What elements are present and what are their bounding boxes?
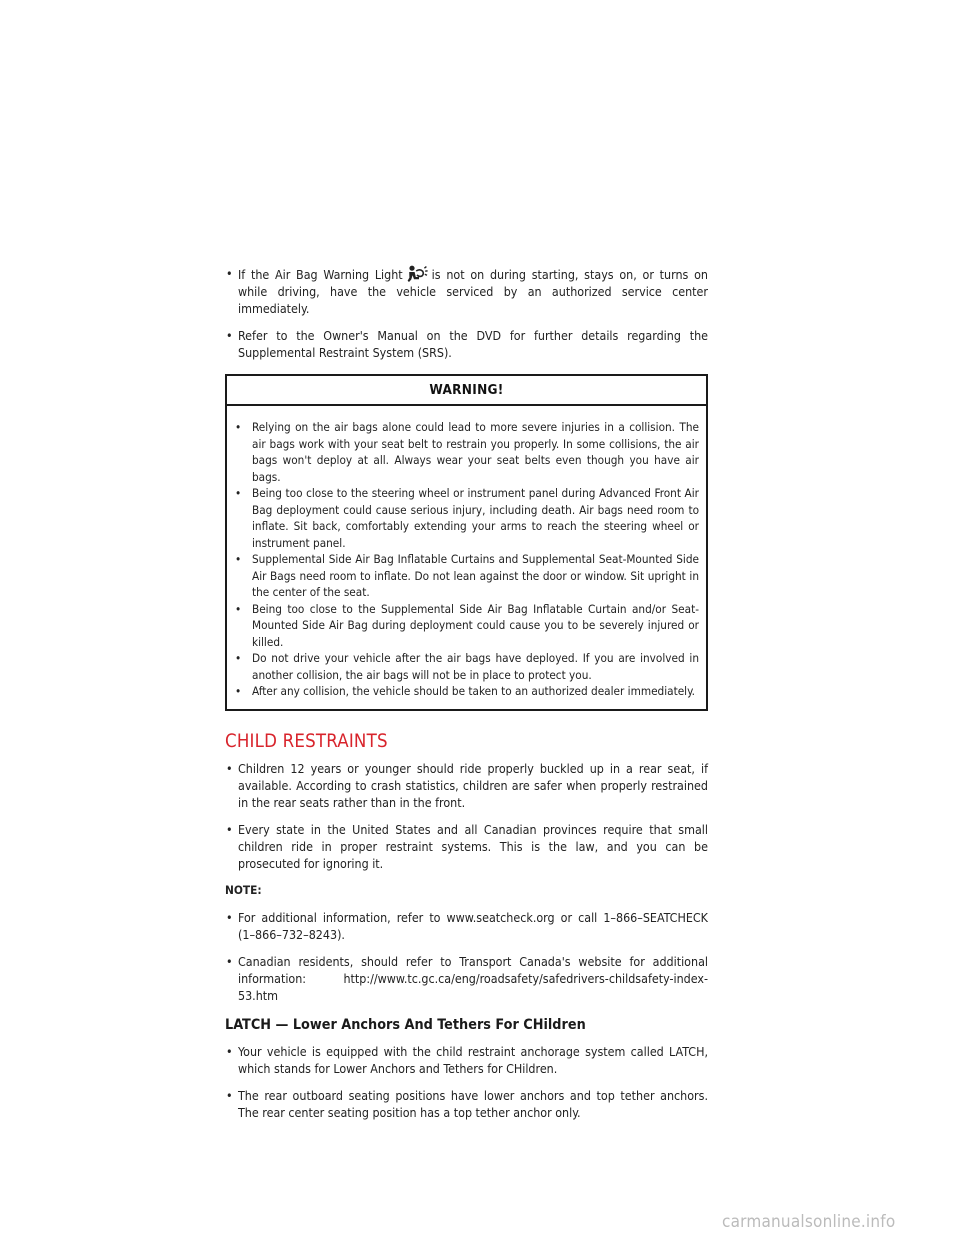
note-bullet: • Canadian residents, should refer to Transport Canada's website for additional information: http://www.tc.gc.ca/eng/roadsafety/safedrivers-childsafety-index-53.htm (225, 953, 708, 1004)
warning-title: WARNING! (227, 376, 706, 406)
child-restraint-bullet: • Every state in the United States and all Canadian provinces require that small children ride in proper restraint systems. This is the law, and you can be prosecuted for ignoring it. (225, 821, 708, 872)
warning-item: • Do not drive your vehicle after the air bags have deployed. If you are involved in another collision, the air bags will not be in place to protect you. (234, 650, 699, 683)
latch-heading: LATCH — Lower Anchors And Tethers For CHildren (225, 1016, 586, 1033)
airbag-light-text-before: If the Air Bag Warning Light (238, 267, 403, 282)
latch-bullet: • The rear outboard seating positions have lower anchors and top tether anchors. The rear center seating position has a top tether anchor only. (225, 1087, 708, 1121)
warning-item: • After any collision, the vehicle should be taken to an authorized dealer immediately. (234, 683, 699, 700)
warning-item: • Supplemental Side Air Bag Inflatable Curtains and Supplemental Seat-Mounted Side Air Bags need room to inflate. Do not lean against the door or window. Sit upright in the center of the seat. (234, 551, 699, 601)
warning-item: • Being too close to the Supplemental Side Air Bag Inflatable Curtain and/or Seat-Mounted Side Air Bag during deployment could cause you to be severely injured or killed. (234, 601, 699, 651)
warning-item: • Being too close to the steering wheel or instrument panel during Advanced Front Air Bag deployment could cause serious injury, including death. Air bags need room to inflate. Sit back, comfortably extending your arms to reach the steering wheel or instrument panel. (234, 485, 699, 551)
warning-item: • Relying on the air bags alone could lead to more severe injuries in a collision. The air bags work with your seat belt to restrain you properly. In some collisions, the air bags won't deploy at all. Always wear your seat belts even though you have air bags. (234, 419, 699, 485)
child-restraints-heading: CHILD RESTRAINTS (225, 730, 388, 752)
warning-list (227, 406, 706, 709)
warning-box (225, 374, 708, 711)
airbag-warning-icon (406, 265, 428, 283)
note-bullet: • For additional information, refer to www.seatcheck.org or call 1–866–SEATCHECK (1–866–732–8243). (225, 909, 708, 943)
latch-bullet: • Your vehicle is equipped with the child restraint anchorage system called LATCH, which stands for Lower Anchors and Tethers for CHildren. (225, 1043, 708, 1077)
page-content (225, 265, 708, 1131)
owners-manual-bullet: • Refer to the Owner's Manual on the DVD for further details regarding the Supplemental Restraint System (SRS). (225, 327, 708, 361)
child-restraint-bullet: • Children 12 years or younger should ride properly buckled up in a rear seat, if available. According to crash statistics, children are safer when properly restrained in the rear seats rather than in the front. (225, 760, 708, 811)
airbag-light-text-after: is not on during starting, stays on, or turns on while driving, have the vehicle serviced by an authorized service center immediately. (238, 267, 708, 316)
watermark: carmanualsonline.info (722, 1212, 896, 1232)
note-label: NOTE: (225, 882, 262, 897)
airbag-light-bullet (225, 265, 708, 317)
